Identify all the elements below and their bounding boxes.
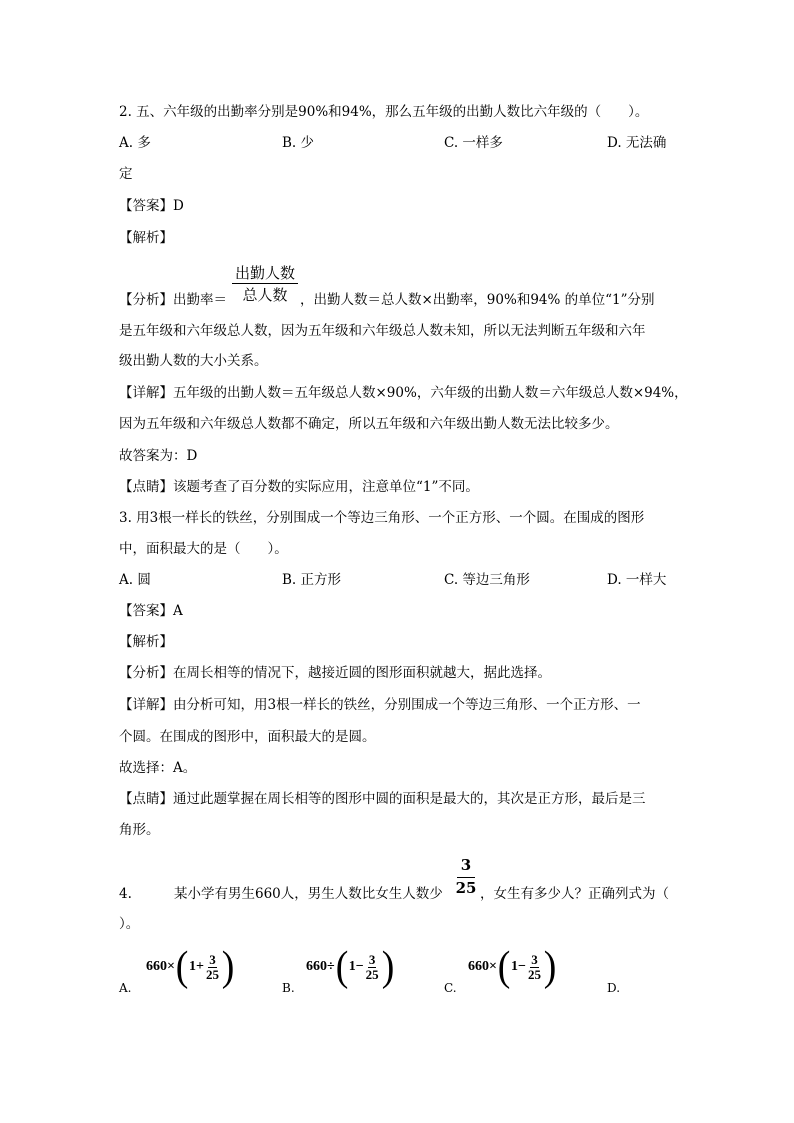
q3-dianjing-line2: 角形。 xyxy=(119,822,160,838)
q2-jiexi: 【解析】 xyxy=(119,230,173,246)
q4-option-c-rparen: ) xyxy=(543,944,557,990)
q4-option-b-rparen: ) xyxy=(381,944,394,990)
q3-final: 故选择：A。 xyxy=(119,760,197,776)
q2-fenxi-tail: ，出勤人数＝总人数×出勤率，90%和94% 的单位“1”分别 xyxy=(300,292,655,308)
q3-jiexi: 【解析】 xyxy=(119,634,173,650)
q4-fraction-bar xyxy=(457,877,475,878)
q2-option-d: D. 无法确 xyxy=(607,135,667,151)
q2-option-b: B. 少 xyxy=(282,135,315,151)
q4-option-c-num: 3 xyxy=(531,951,538,967)
q4-option-b-expression xyxy=(306,946,395,988)
q3-answer: 【答案】A xyxy=(119,603,183,619)
q4-option-b-num: 3 xyxy=(368,951,376,967)
q4-option-b-base: 660 xyxy=(306,959,327,974)
q2-option-d-wrap: 定 xyxy=(119,166,133,182)
q4-fraction-denominator: 25 xyxy=(455,879,477,897)
q3-stem-line2: 中，面积最大的是（ ）。 xyxy=(119,541,288,557)
q2-answer: 【答案】D xyxy=(119,198,184,214)
q4-stem-line2: ）。 xyxy=(119,916,140,932)
q4-number: 4. xyxy=(119,886,132,902)
q2-xiangjie-line1: 【详解】五年级的出勤人数＝五年级总人数×90%，六年级的出勤人数＝六年级总人数×94%， xyxy=(119,385,688,401)
q4-option-c-inner: 1− xyxy=(510,959,526,974)
q4-option-a-den: 25 xyxy=(205,966,219,982)
q2-fenxi-line3: 级出勤人数的大小关系。 xyxy=(119,353,268,369)
q4-option-a-operator: × xyxy=(167,959,175,974)
q4-fraction-numerator: 3 xyxy=(460,856,472,874)
q4-option-b-lparen: ( xyxy=(335,944,348,990)
q4-option-a-expression xyxy=(146,946,235,988)
q4-stem-a: 某小学有男生660人，男生人数比女生人数少 xyxy=(174,886,443,902)
q4-option-c-den: 25 xyxy=(527,966,541,982)
q3-fenxi: 【分析】在周长相等的情况下，越接近圆的图形面积就越大，据此选择。 xyxy=(119,665,551,681)
q3-stem-line1: 3. 用3根一样长的铁丝，分别围成一个等边三角形、一个正方形、一个圆。在围成的图形 xyxy=(119,510,645,526)
q2-fraction-denominator: 总人数 xyxy=(242,286,288,304)
q3-option-b: B. 正方形 xyxy=(282,572,342,588)
q2-fraction-numerator: 出勤人数 xyxy=(234,264,295,282)
q4-option-a-base: 660 xyxy=(146,959,167,974)
q2-dianjing: 【点睛】该题考查了百分数的实际应用，注意单位“1”不同。 xyxy=(119,479,479,495)
q3-xiangjie-line1: 【详解】由分析可知，用3根一样长的铁丝，分别围成一个等边三角形、一个正方形、一 xyxy=(119,697,641,713)
q4-option-a-label: A. xyxy=(119,981,132,995)
q3-dianjing-line1: 【点睛】通过此题掌握在周长相等的图形中圆的面积是最大的，其次是正方形，最后是三 xyxy=(119,791,646,807)
q2-option-a: A. 多 xyxy=(119,135,151,151)
q2-fenxi-line2: 是五年级和六年级总人数，因为五年级和六年级总人数未知，所以无法判断五年级和六年 xyxy=(119,323,646,339)
q4-option-b-inner: 1− xyxy=(348,959,364,974)
q4-option-b-label: B. xyxy=(282,981,295,995)
q2-fenxi-label: 【分析】出勤率＝ xyxy=(119,292,227,308)
q4-option-a-rparen: ) xyxy=(221,944,235,990)
q3-option-a: A. 圆 xyxy=(119,572,151,588)
q4-option-b-operator: ÷ xyxy=(327,959,335,974)
q4-option-a-lparen: ( xyxy=(175,944,189,990)
q4-option-c-operator: × xyxy=(489,959,497,974)
q4-option-b-den: 25 xyxy=(365,966,379,982)
q4-option-c-base: 660 xyxy=(468,959,489,974)
q3-option-c: C. 等边三角形 xyxy=(444,572,530,588)
q2-final: 故答案为：D xyxy=(119,448,198,464)
q4-option-c-expression xyxy=(468,946,557,988)
q3-option-d: D. 一样大 xyxy=(607,572,667,588)
q4-option-a-inner: 1+ xyxy=(188,959,204,974)
q2-option-c: C. 一样多 xyxy=(444,135,503,151)
q4-stem-b: ，女生有多少人？正确列式为（ xyxy=(480,886,669,902)
q4-option-c-lparen: ( xyxy=(497,944,511,990)
q2-xiangjie-line2: 因为五年级和六年级总人数都不确定，所以五年级和六年级出勤人数无法比较多少。 xyxy=(119,416,619,432)
q2-stem: 2. 五、六年级的出勤率分别是90%和94%，那么五年级的出勤人数比六年级的（ ）。 xyxy=(119,104,649,120)
q4-option-c-label: C. xyxy=(444,981,457,995)
q4-option-a-num: 3 xyxy=(209,951,216,967)
q3-xiangjie-line2: 个圆。在围成的图形中，面积最大的是圆。 xyxy=(119,729,376,745)
q4-option-d-label: D. xyxy=(607,981,621,995)
